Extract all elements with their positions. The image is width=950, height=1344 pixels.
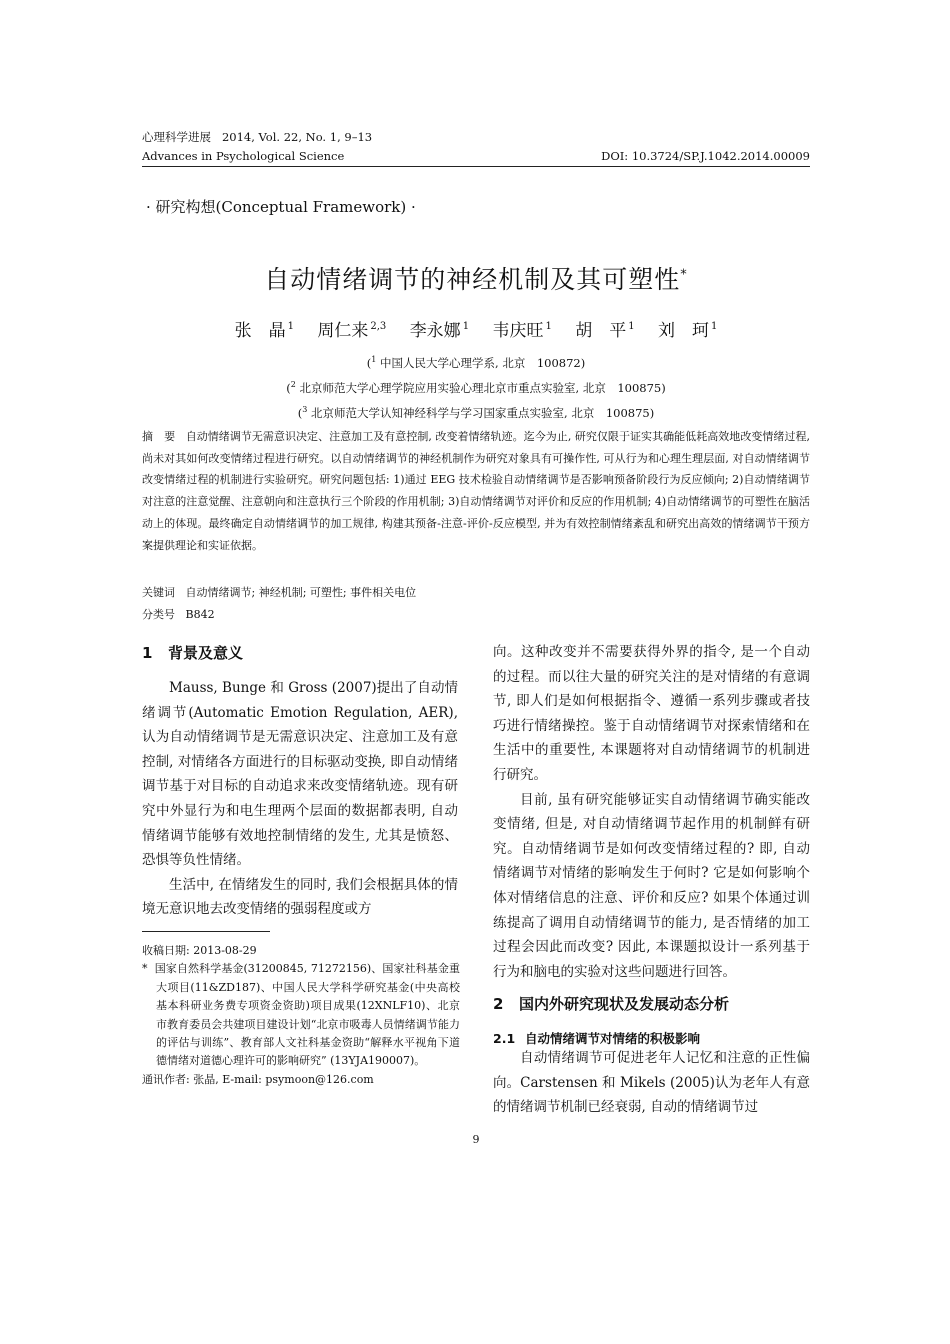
keywords	[142, 582, 416, 604]
affiliation: ($^3$ 北京师范大学认知神经科学与学习国家重点实验室, 北京 100875)	[297, 404, 655, 420]
author: 周仁来 $^{2,3}$	[317, 321, 387, 341]
classification-label: 分类号	[142, 608, 175, 621]
page-number: 9	[472, 1133, 480, 1146]
paragraph: 生活中, 在情绪发生的同时, 我们会根据具体的情境无意识地去改变情绪的强弱程度或方	[142, 876, 458, 918]
paragraph: 自动情绪调节可促进老年人记忆和注意的正性偏向。Carstensen 和 Mikels (2005)认为老年人有意的情绪调节机制已经衰弱, 自动的情绪调节过	[493, 1050, 810, 1116]
paragraph: Mauss, Bunge 和 Gross (2007)提出了自动情绪调节(Automatic Emotion Regulation, AER), 认为自动情绪调节是无需意识决定、注意加工及有意控制, 对情绪各方面进行的目标驱动变换, 即自动情绪调节基于对目标的自动追求来改变情绪轨迹。现有研究中外显行为和电生理两个层面的数据都表明, 自动情绪调节能够有效地控制情绪的发生, 尤其是愤怒、恐惧等负性情绪。	[142, 680, 458, 869]
classification	[142, 604, 215, 626]
section-1-body-continued	[493, 640, 810, 984]
journal-citation	[142, 129, 372, 145]
title-text: 自动情绪调节的神经机制及其可塑性	[264, 265, 681, 294]
title-footnote-mark: *	[680, 267, 688, 283]
header-rule	[142, 166, 810, 167]
article-type: · 研究构想(Conceptual Framework) ·	[146, 198, 416, 216]
journal-name-cn: 心理科学进展	[142, 130, 211, 144]
author: 胡 平 $^1$	[575, 321, 635, 341]
author-list	[142, 316, 810, 341]
section-1-body	[142, 676, 458, 922]
abstract	[142, 426, 810, 556]
abstract-label: 摘 要	[142, 430, 176, 443]
footnote-rule	[142, 931, 270, 932]
footnotes	[142, 942, 460, 1089]
paragraph: 目前, 虽有研究能够证实自动情绪调节确实能改变情绪, 但是, 对自动情绪调节起作用的机制鲜有研究。自动情绪调节是如何改变情绪过程的? 即, 自动情绪调节对情绪的影响发生于何时? 它是如何影响个体对情绪信息的注意、评价和反应? 如果个体通过训练提高了调用自动情绪调节的能力, 是否情绪的加工过程会因此而改变? 因此, 本课题拟设计一系列基于行为和脑电的实验对这些问题进行回答。	[493, 791, 810, 980]
section-1-heading: 1 背景及意义	[142, 644, 244, 662]
affiliation: ($^1$ 中国人民大学心理学系, 北京 100872)	[366, 355, 586, 370]
affiliations	[142, 349, 810, 423]
funding-note: * 国家自然科学基金(31200845, 71272156)、国家社科基金重大项目(11&ZD187)、中国人民大学科学研究基金(中央高校基本科研业务费专项资金资助)项目成果(12XNLF10)、北京市教育委员会共建项目建设计划“北京市吸毒人员情绪调节能力的评估与训练”、教育部人文社科基金资助“解释水平视角下道德情绪对道德心理许可的影响研究” (13YJA190007)。	[142, 962, 460, 1068]
author: 张 晶 $^1$	[234, 321, 294, 341]
doi[interactable]: DOI: 10.3724/SP.J.1042.2014.00009	[601, 149, 810, 163]
section-2-heading: 2 国内外研究现状及发展动态分析	[493, 995, 730, 1013]
author: 韦庆旺 $^1$	[492, 321, 552, 341]
section-2-body	[493, 1046, 810, 1120]
subsection-2-1-heading: 2.1 自动情绪调节对情绪的积极影响	[493, 1031, 701, 1046]
corresponding-author: 通讯作者: 张晶, E-mail: psymoon@126.com	[142, 1072, 374, 1086]
paragraph: 向。这种改变并不需要获得外界的指令, 是一个自动的过程。而以往大量的研究关注的是对情绪的有意调节, 即人们是如何根据指令、遵循一系列步骤或者技巧进行情绪操控。鉴于自动情绪调节对探索情绪和在生活中的重要性, 本课题将对自动情绪调节的机制进行研究。	[493, 644, 810, 783]
journal-name-en: Advances in Psychological Science	[142, 149, 345, 163]
classification-code: B842	[185, 608, 215, 621]
paper-title	[142, 260, 810, 296]
author: 刘 珂 $^1$	[658, 321, 718, 341]
received-date: 收稿日期: 2013-08-29	[142, 944, 257, 957]
citation: 2014, Vol. 22, No. 1, 9–13	[221, 130, 373, 144]
affiliation: ($^2$ 北京师范大学心理学院应用实验心理北京市重点实验室, 北京 100875)	[286, 379, 666, 395]
author: 李永娜 $^1$	[409, 321, 470, 341]
keywords-text: 自动情绪调节; 神经机制; 可塑性; 事件相关电位	[185, 586, 417, 599]
keywords-label: 关键词	[142, 586, 175, 599]
abstract-text: 自动情绪调节无需意识决定、注意加工及有意控制, 改变着情绪轨迹。迄今为止, 研究仅限于证实其确能低耗高效地改变情绪过程, 尚未对其如何改变情绪过程进行研究。以自动情绪调节的神经机制作为研究对象具有可操作性, 可从行为和心理生理层面, 对自动情绪调节改变情绪过程的机制进行实验研究。研究问题包括: 1)通过 EEG 技术检验自动情绪调节是否影响预备阶段行为反应倾向; 2)自动情绪调节对注意的注意觉醒、注意朝向和注意执行三个阶段的作用机制; 3)自动情绪调节对评价和反应的作用机制; 4)自动情绪调节的可塑性在脑活动上的体现。最终确定自动情绪调节的加工规律, 构建其预备-注意-评价-反应模型, 并为有效控制情绪紊乱和研究出高效的情绪调节干预方案提供理论和实证依据。	[142, 430, 811, 552]
